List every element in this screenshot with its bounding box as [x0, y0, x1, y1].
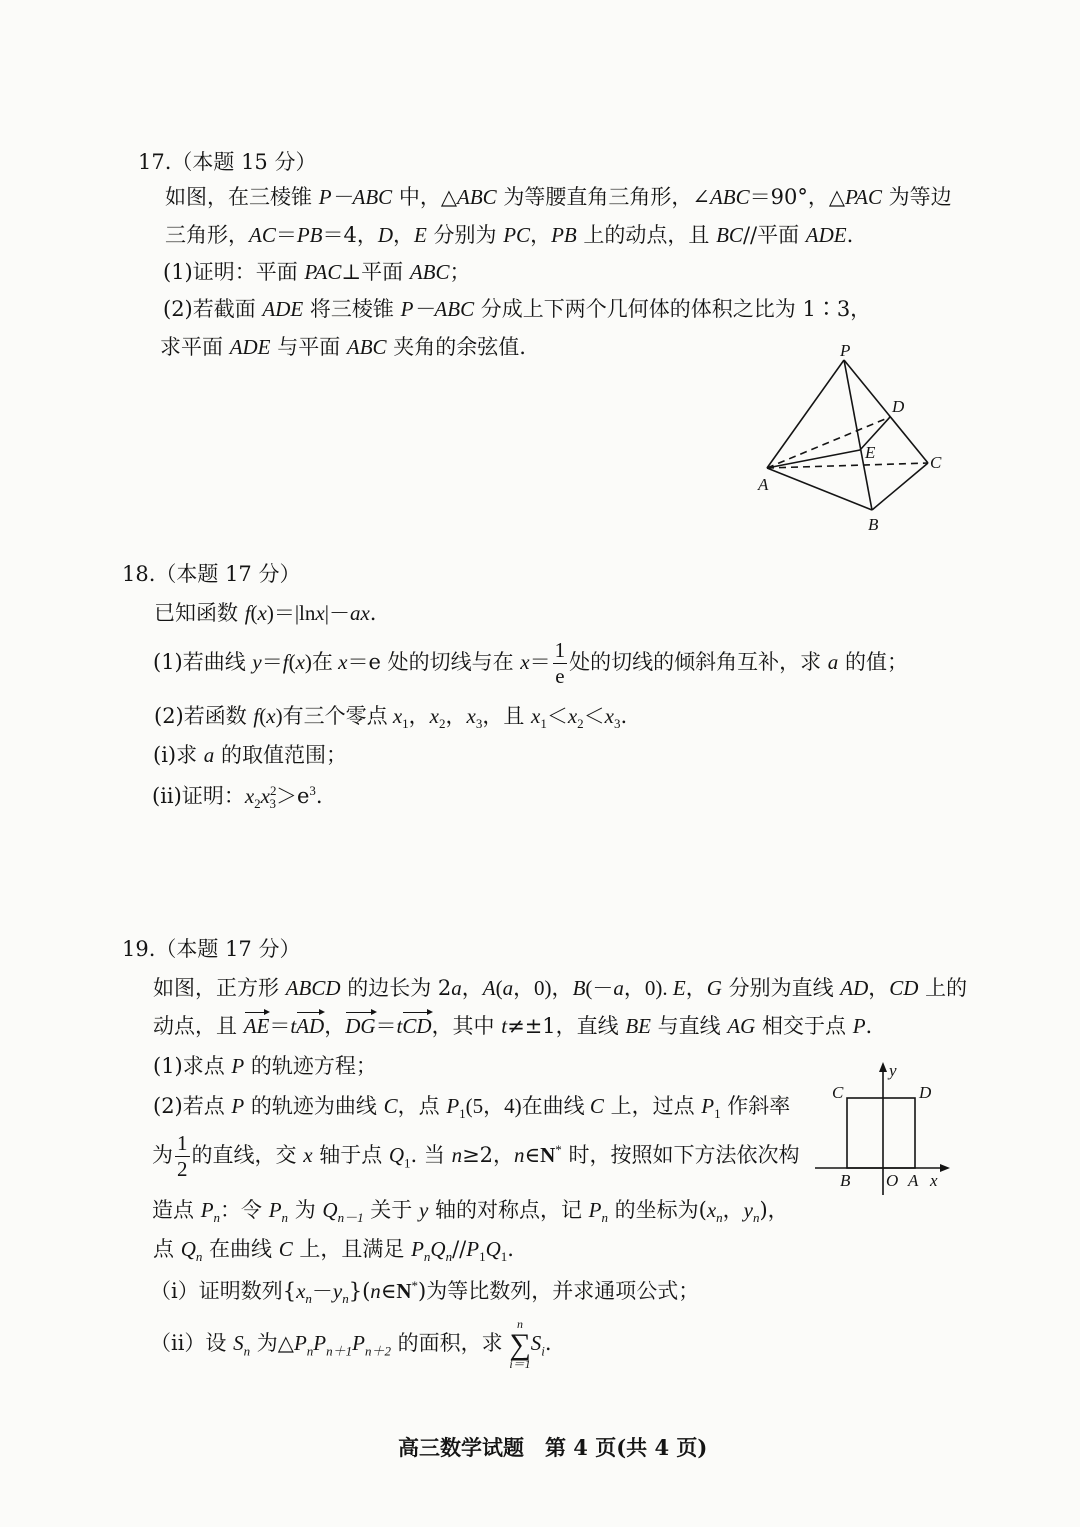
label-x: x	[930, 1171, 938, 1190]
label-D: D	[892, 397, 905, 416]
q17-line-1: 如图，在三棱锥 P－ABC 中，△ABC 为等腰直角三角形，∠ABC＝90°，△PAC 为等边	[165, 185, 952, 209]
square-coordinate-figure	[810, 1060, 960, 1200]
fraction-1-over-2: $\frac{1}{2}$	[177, 1131, 188, 1182]
label-C: C	[832, 1083, 844, 1102]
q19-line-2: 动点，且 AE＝tAD，DG＝tCD，其中 t≠±1，直线 BE 与直线 AG 相交于点 P.	[153, 1014, 873, 1038]
q17-header: 17.（本题 15 分）	[138, 150, 317, 174]
q18-part-2: (2)若函数 f(x)有三个零点 $x_1$，$x_2$，$x_3$，且 $x_1<x_2<x_3$.	[154, 704, 628, 732]
q18-part-1: (1)若曲线 y＝f(x)在 x＝e 处的切线与在 x＝ $\frac{1}{e}$ 处的切线的倾斜角互补，求 a 的值；	[153, 638, 908, 689]
fraction-1-over-e: $\frac{1}{e}$	[554, 638, 566, 689]
y-axis-arrow	[879, 1062, 887, 1072]
x-axis-arrow	[940, 1164, 950, 1172]
label-C: C	[930, 453, 942, 472]
page-footer: 高三数学试题 第 4 页(共 4 页)	[398, 1435, 708, 1460]
q19-part-2-line-2: 为 $\frac{1}{2}$ 的直线，交 x 轴于点 $Q_1$. 当 n≥2，n∈N* 时，按照如下方法依次构	[152, 1131, 800, 1182]
q17-part-1: (1)证明：平面 PAC⊥平面 ABC；	[163, 260, 471, 284]
q18-part-2-i: (i)求 a 的取值范围；	[153, 743, 347, 767]
q19-part-2-line-3: 造点 $P_n$：令 $P_n$ 为 $Q_{n-1}$ 关于 y 轴的对称点，记 $P_n$ 的坐标为($x_n$，$y_n$)，	[152, 1198, 789, 1226]
edge-BC	[872, 463, 928, 510]
label-B: B	[840, 1171, 851, 1190]
q17-line-2: 三角形，AC＝PB＝4，D，E 分别为 PC，PB 上的动点，且 BC//平面 ADE.	[165, 223, 854, 247]
q17-part-2-cont: 求平面 ADE 与平面 ABC 夹角的余弦值.	[160, 335, 526, 359]
label-A: A	[758, 475, 769, 494]
q18-line-1: 已知函数 f(x)＝|lnx|－ax.	[154, 601, 377, 625]
label-A: A	[908, 1171, 919, 1190]
q19-part-2: (2)若点 P 的轨迹为曲线 C，点 $P_1(5$，4)在曲线 C 上，过点 $P_1$ 作斜率	[153, 1094, 791, 1122]
q19-part-2-i: （ⅰ）证明数列$\{x_n-y_n\}(n\in N^*)$为等比数列，并求通项公式；	[150, 1278, 700, 1307]
pyramid-figure	[750, 338, 960, 538]
label-O: O	[886, 1171, 899, 1190]
label-P: P	[840, 341, 851, 360]
edge-PC	[844, 360, 928, 463]
edge-AE	[767, 450, 860, 468]
q19-part-1: (1)求点 P 的轨迹方程；	[153, 1054, 377, 1078]
summation-symbol: n ∑ i＝1	[509, 1317, 531, 1372]
q19-header: 19.（本题 17 分）	[122, 937, 301, 961]
q19-part-2-line-4: 点 $Q_n$ 在曲线 C 上，且满足 $P_nQ_n//P_1Q_1$.	[153, 1237, 514, 1265]
edge-AB	[767, 468, 872, 510]
label-D: D	[919, 1083, 932, 1102]
q18-part-2-ii: (ii)证明：$x_2x^2_3>e^3$.	[152, 783, 323, 812]
label-E: E	[865, 443, 876, 462]
q19-line-1: 如图，正方形 ABCD 的边长为 2a，A(a，0)，B(－a，0). E，G 分别为直线 AD，CD 上的	[153, 976, 968, 1000]
q17-part-2: (2)若截面 ADE 将三棱锥 P－ABC 分成上下两个几何体的体积之比为 1∶3，	[163, 297, 872, 321]
q19-part-2-ii: （ⅱ）设 $S_n$ 为$\triangle P_nP_{n+1}P_{n+2}$ 的面积，求 n ∑ i＝1 $S_i$.	[150, 1317, 552, 1372]
square-ABCD	[847, 1098, 915, 1168]
label-y: y	[889, 1061, 897, 1080]
q18-header: 18.（本题 17 分）	[122, 562, 301, 586]
label-B: B	[868, 515, 879, 534]
